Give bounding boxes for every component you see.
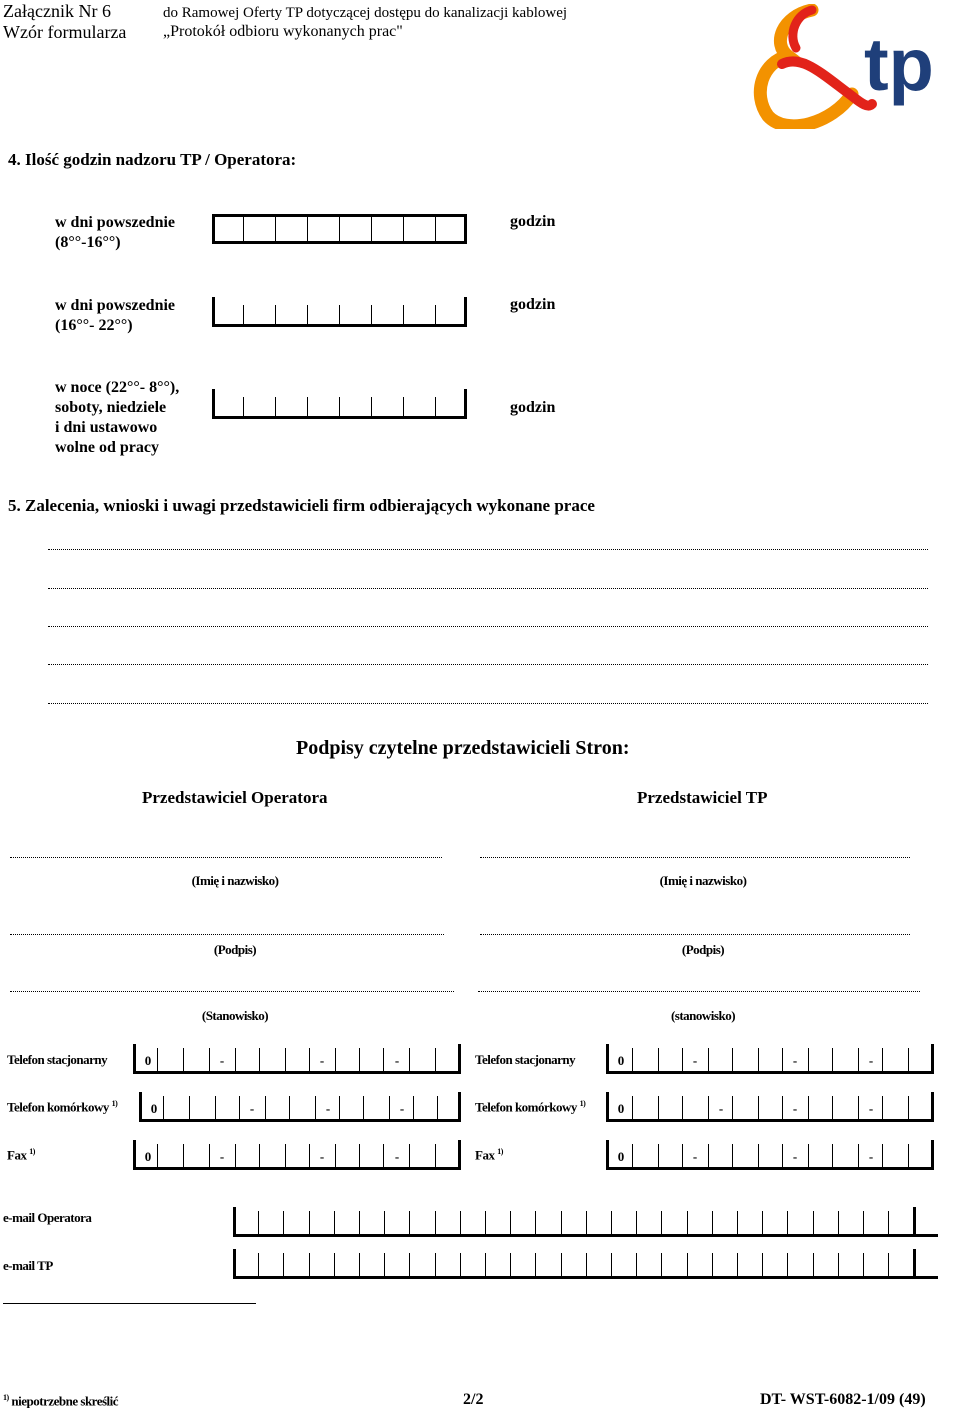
comb-tick — [611, 1211, 612, 1237]
page-number: 2/2 — [463, 1391, 484, 1408]
comb-tick — [636, 1253, 637, 1279]
operator-position-caption: (Stanowisko) — [201, 1008, 269, 1023]
tp-phone-label: Telefon stacjonarny — [475, 1052, 576, 1067]
comb-tick — [535, 1253, 536, 1279]
remarks-line[interactable] — [48, 703, 928, 704]
comb-tick — [813, 1211, 814, 1237]
comb-tick — [762, 1211, 763, 1237]
form-subtitle: Wzór formularza — [3, 22, 127, 42]
comb-tick — [586, 1211, 587, 1237]
comb-tick — [888, 1253, 889, 1279]
comb-tick — [233, 1207, 236, 1237]
comb-tick — [309, 1253, 310, 1279]
tp-fax-label: Fax $^{1)}$ — [475, 1147, 503, 1163]
comb-tick — [863, 1211, 864, 1237]
tp-position-caption: (stanowisko) — [670, 1008, 736, 1023]
remarks-line[interactable] — [48, 549, 928, 550]
annex-title: Załącznik Nr 6 — [3, 1, 111, 21]
comb-tick — [535, 1211, 536, 1237]
comb-tick — [435, 1253, 436, 1279]
operator-fax-label: Fax $^{1)}$ — [7, 1147, 35, 1163]
comb-tick — [586, 1253, 587, 1279]
comb-tick — [762, 1253, 763, 1279]
comb-tick — [510, 1253, 511, 1279]
remarks-line[interactable] — [48, 588, 928, 589]
tp-name-caption: (Imię i nazwisko) — [659, 873, 747, 888]
comb-tick — [485, 1253, 486, 1279]
operator-phone-label: Telefon stacjonarny — [7, 1052, 108, 1067]
tp-signature-line[interactable] — [480, 934, 910, 935]
section5-title: 5. Zalecenia, wnioski i uwagi przedstawicieli firm odbierających wykonane prace — [8, 496, 595, 515]
section4-title: 4. Ilość godzin nadzoru TP / Operatora: — [8, 150, 297, 169]
comb-tick — [334, 1211, 335, 1237]
comb-tick — [510, 1211, 511, 1237]
comb-tick — [787, 1253, 788, 1279]
operator-phone-field[interactable]: 0 - - - — [133, 1044, 461, 1074]
comb-tick — [283, 1253, 284, 1279]
row3-unit: godzin — [510, 399, 556, 416]
comb-tick — [334, 1253, 335, 1279]
tp-phone-field[interactable]: 0 - - - — [606, 1044, 934, 1074]
comb-tick — [712, 1211, 713, 1237]
hours-night-weekend-field[interactable] — [212, 389, 467, 419]
comb-tick — [611, 1253, 612, 1279]
tp-signature-caption: (Podpis) — [681, 942, 725, 957]
hours-weekday-evening-field[interactable] — [212, 297, 467, 327]
tp-rep-heading: Przedstawiciel TP — [637, 788, 768, 807]
comb-tick — [435, 1211, 436, 1237]
comb-tick — [485, 1211, 486, 1237]
operator-mobile-label: Telefon komórkowy $^{1)}$ — [7, 1099, 118, 1115]
comb-tick — [661, 1253, 662, 1279]
comb-tick — [913, 1249, 916, 1279]
email-operator-label: e-mail Operatora — [3, 1210, 92, 1225]
tp-fax-field[interactable]: 0 - - - — [606, 1140, 934, 1170]
comb-tick — [913, 1207, 916, 1237]
tp-name-line[interactable] — [480, 857, 910, 858]
comb-tick — [258, 1253, 259, 1279]
comb-tick — [283, 1211, 284, 1237]
operator-rep-heading: Przedstawiciel Operatora — [142, 788, 328, 807]
offer-reference: do Ramowej Oferty TP dotyczącej dostępu do kanalizacji kablowej — [163, 5, 568, 21]
tp-position-line[interactable] — [478, 991, 920, 992]
operator-position-line[interactable] — [10, 991, 454, 992]
comb-tick — [258, 1211, 259, 1237]
row2-label: w dni powszednie (16°°- 22°°) — [55, 297, 176, 334]
comb-tick — [687, 1253, 688, 1279]
comb-tick — [636, 1211, 637, 1237]
comb-tick — [687, 1211, 688, 1237]
comb-tick — [233, 1249, 236, 1279]
comb-tick — [359, 1211, 360, 1237]
email-tp-field[interactable] — [233, 1249, 938, 1279]
comb-tick — [737, 1253, 738, 1279]
footnote: $^{1)}$ niepotrzebne skreślić — [3, 1393, 119, 1409]
comb-tick — [384, 1253, 385, 1279]
email-tp-label: e-mail TP — [3, 1258, 53, 1273]
comb-tick — [384, 1211, 385, 1237]
comb-tick — [863, 1253, 864, 1279]
comb-tick — [309, 1211, 310, 1237]
comb-tick — [561, 1253, 562, 1279]
comb-tick — [737, 1211, 738, 1237]
row2-unit: godzin — [510, 296, 556, 313]
comb-tick — [409, 1253, 410, 1279]
tp-mobile-label: Telefon komórkowy $^{1)}$ — [475, 1099, 586, 1115]
remarks-line[interactable] — [48, 664, 928, 665]
comb-tick — [888, 1211, 889, 1237]
protocol-name: „Protokół odbioru wykonanych prac" — [163, 23, 403, 40]
comb-tick — [460, 1211, 461, 1237]
comb-tick — [787, 1211, 788, 1237]
operator-fax-field[interactable]: 0 - - - — [133, 1140, 461, 1170]
operator-signature-line[interactable] — [10, 934, 444, 935]
tp-logo — [752, 4, 957, 129]
operator-name-caption: (Imię i nazwisko) — [191, 873, 279, 888]
row1-unit: godzin — [510, 213, 556, 230]
footnote-separator — [3, 1303, 256, 1304]
email-operator-field[interactable] — [233, 1207, 938, 1237]
operator-mobile-field[interactable]: 0 - - - — [139, 1092, 461, 1122]
comb-tick — [838, 1211, 839, 1237]
remarks-line[interactable] — [48, 626, 928, 627]
svg-text:tp: tp — [864, 23, 934, 106]
hours-weekday-day-field[interactable] — [212, 214, 467, 244]
row3-label: w noce (22°°- 8°°), soboty, niedziele i dni ustawowo wolne od pracy — [55, 379, 180, 456]
tp-mobile-field[interactable]: 0 - - - — [606, 1092, 934, 1122]
comb-tick — [409, 1211, 410, 1237]
comb-tick — [712, 1253, 713, 1279]
comb-tick — [661, 1211, 662, 1237]
comb-tick — [838, 1253, 839, 1279]
row1-label: w dni powszednie (8°°-16°°) — [55, 214, 176, 251]
operator-name-line[interactable] — [10, 857, 442, 858]
document-id: DT- WST-6082-1/09 (49) — [760, 1391, 926, 1408]
comb-tick — [813, 1253, 814, 1279]
signatures-title: Podpisy czytelne przedstawicieli Stron: — [296, 737, 630, 759]
comb-tick — [359, 1253, 360, 1279]
operator-signature-caption: (Podpis) — [213, 942, 257, 957]
comb-tick — [561, 1211, 562, 1237]
comb-tick — [460, 1253, 461, 1279]
